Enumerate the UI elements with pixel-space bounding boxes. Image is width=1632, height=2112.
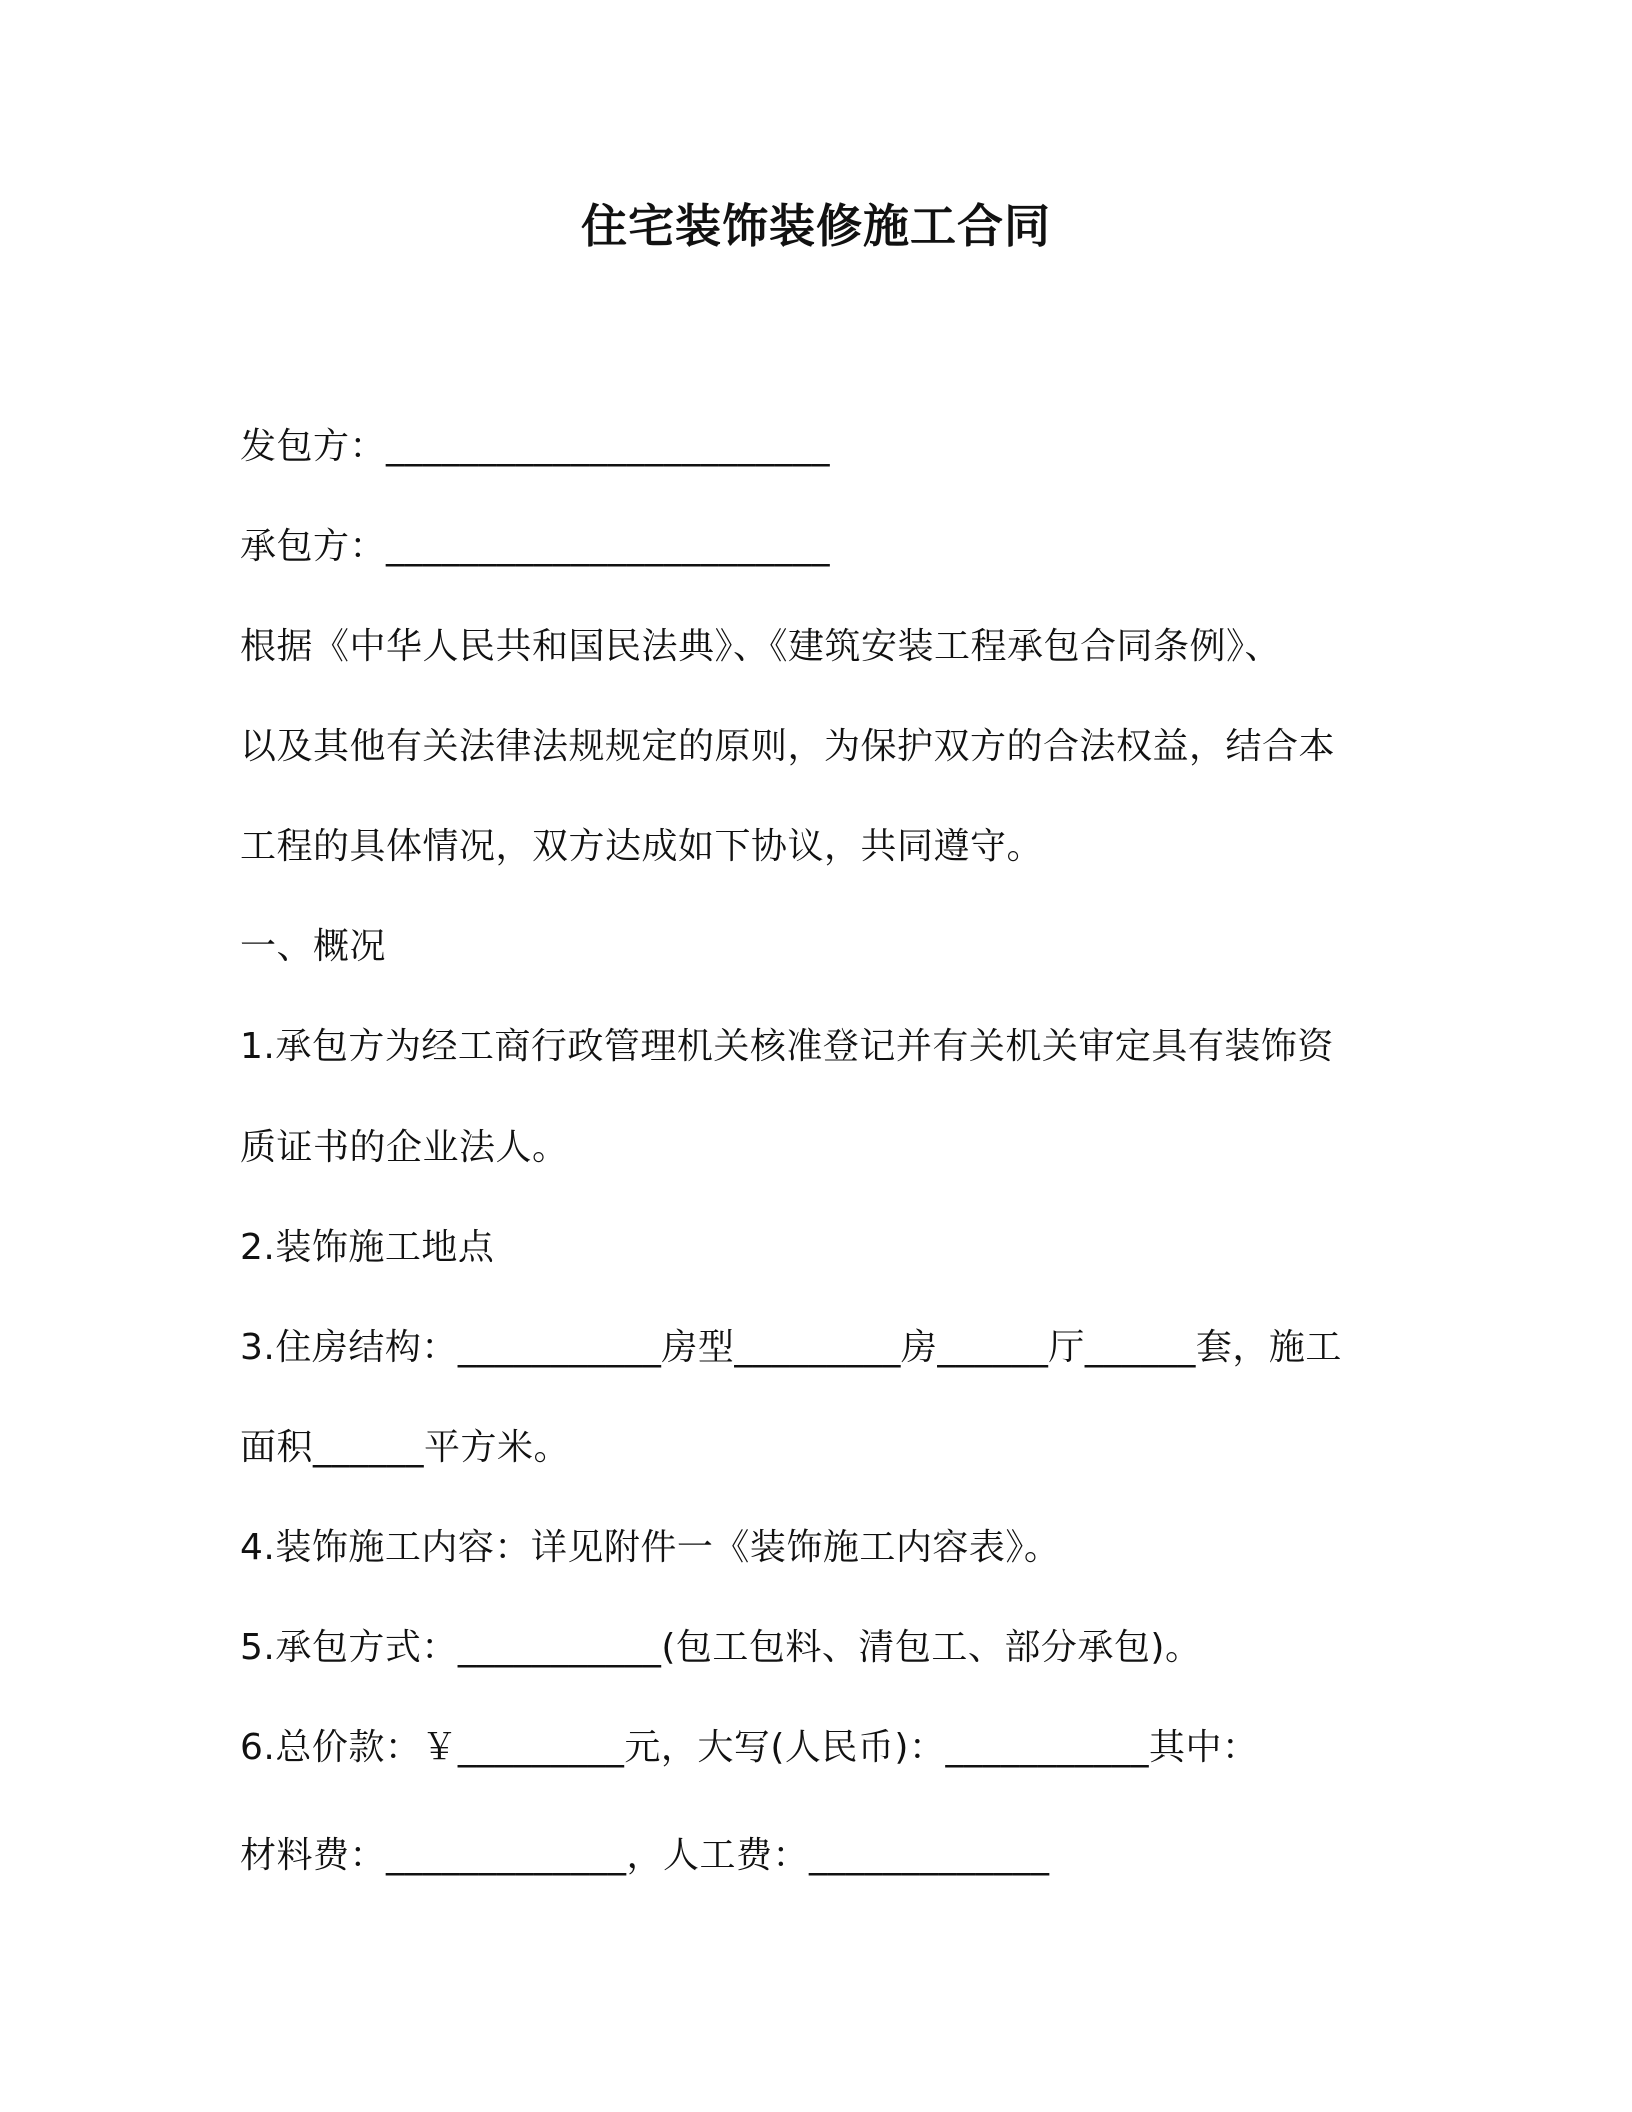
preamble-line-3: 工程的具体情况，双方达成如下协议，共同遵守。 bbox=[240, 826, 1044, 867]
preamble-line-1: 根据《中华人民共和国民法典》、《建筑安装工程承包合同条例》、 bbox=[240, 626, 1282, 667]
section-heading-overview: 一、概况 bbox=[240, 926, 387, 967]
cost-breakdown-line: 材料费：_____________，人工费：_____________ bbox=[240, 1835, 1050, 1876]
clause-2-line: 2.装饰施工地点 bbox=[240, 1227, 495, 1268]
clause-3-line-2: 面积______平方米。 bbox=[240, 1427, 571, 1468]
party-a-line: 发包方：________________________ bbox=[240, 426, 831, 467]
clause-5-line: 5.承包方式：___________(包工包料、清包工、部分承包)。 bbox=[240, 1627, 1202, 1668]
preamble-line-2: 以及其他有关法律法规规定的原则，为保护双方的合法权益，结合本 bbox=[240, 726, 1336, 767]
clause-4-line: 4.装饰施工内容：详见附件一《装饰施工内容表》。 bbox=[240, 1527, 1061, 1568]
document-title: 住宅装饰装修施工合同 bbox=[581, 199, 1051, 253]
clause-1-line-2: 质证书的企业法人。 bbox=[240, 1127, 569, 1168]
party-b-line: 承包方：________________________ bbox=[240, 526, 831, 567]
clause-3-line-1: 3.住房结构：___________房型_________房______厅______套，施工 bbox=[240, 1327, 1342, 1368]
clause-1-line-1: 1.承包方为经工商行政管理机关核准登记并有关机关审定具有装饰资 bbox=[240, 1026, 1334, 1067]
clause-6-line: 6.总价款：￥_________元，大写(人民币)：___________其中： bbox=[240, 1727, 1259, 1768]
